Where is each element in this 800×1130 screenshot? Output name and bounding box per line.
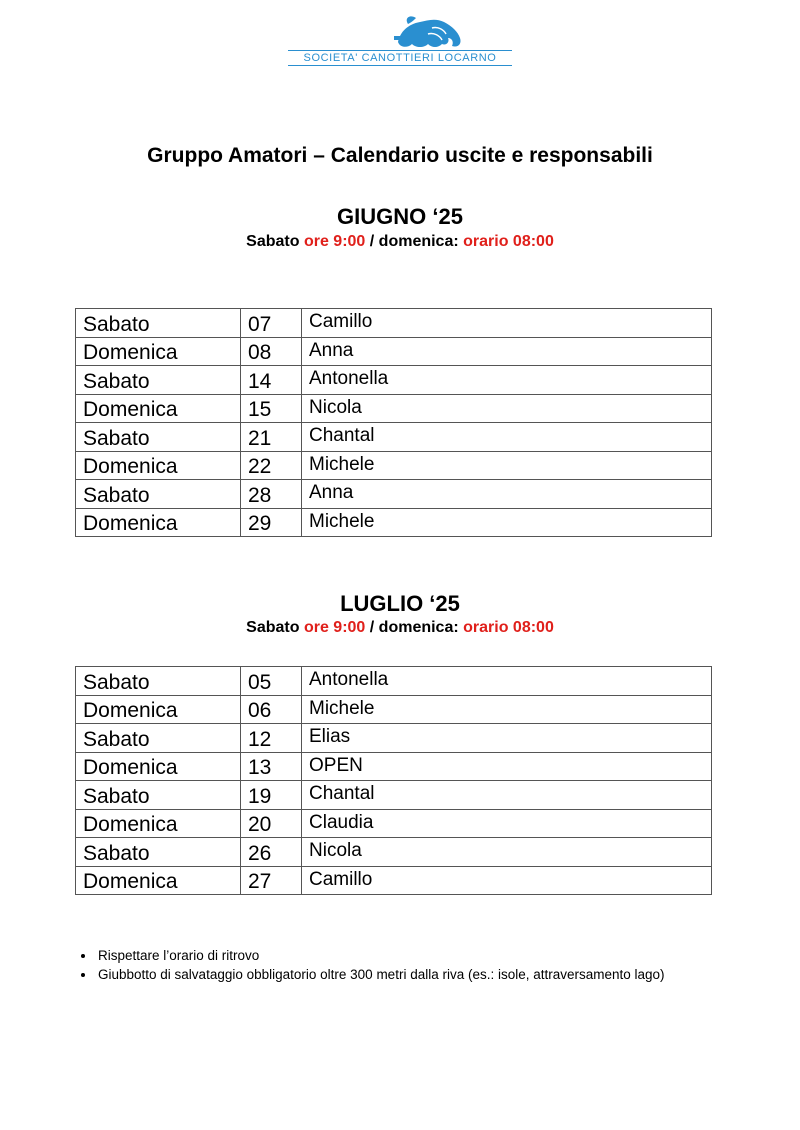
logo-rule-bottom xyxy=(288,65,512,66)
date-cell: 29 xyxy=(241,508,302,537)
month-title-june: GIUGNO ‘25 xyxy=(337,204,463,229)
responsible-cell: Elias xyxy=(302,724,712,753)
schedule-line-july xyxy=(0,619,800,637)
date-cell: 26 xyxy=(241,838,302,867)
day-cell: Domenica xyxy=(76,809,241,838)
table-row xyxy=(76,451,712,480)
saturday-time: ore 9:00 xyxy=(303,619,366,636)
day-cell: Sabato xyxy=(76,366,241,395)
responsible-cell: Anna xyxy=(302,480,712,509)
responsible-cell: Nicola xyxy=(302,394,712,423)
list-item: • Giubbotto di salvataggio obbligatorio oltre 300 metri dalla riva (es.: isole, attraversamento lago) xyxy=(96,965,665,984)
table-row xyxy=(76,667,712,696)
day-cell: Sabato xyxy=(76,480,241,509)
responsible-cell: Chantal xyxy=(302,423,712,452)
day-cell: Sabato xyxy=(76,667,241,696)
responsible-cell: Anna xyxy=(302,337,712,366)
date-cell: 22 xyxy=(241,451,302,480)
responsible-cell: Michele xyxy=(302,451,712,480)
table-row xyxy=(76,366,712,395)
table-row xyxy=(76,781,712,810)
schedule-table-june xyxy=(75,308,712,537)
day-cell: Sabato xyxy=(76,309,241,338)
date-cell: 19 xyxy=(241,781,302,810)
day-cell: Domenica xyxy=(76,337,241,366)
day-cell: Domenica xyxy=(76,508,241,537)
logo-rule-top xyxy=(288,50,512,51)
notes-list xyxy=(78,946,665,984)
day-cell: Sabato xyxy=(76,724,241,753)
day-cell: Domenica xyxy=(76,451,241,480)
responsible-cell: Nicola xyxy=(302,838,712,867)
date-cell: 14 xyxy=(241,366,302,395)
table-row xyxy=(76,394,712,423)
table-row xyxy=(76,423,712,452)
table-row xyxy=(76,309,712,338)
day-cell: Sabato xyxy=(76,781,241,810)
responsible-cell: Chantal xyxy=(302,781,712,810)
table-row xyxy=(76,752,712,781)
month-title-july: LUGLIO ‘25 xyxy=(340,591,460,616)
saturday-label: Sabato xyxy=(246,619,304,636)
date-cell: 21 xyxy=(241,423,302,452)
responsible-cell: Camillo xyxy=(302,866,712,895)
date-cell: 12 xyxy=(241,724,302,753)
table-row xyxy=(76,695,712,724)
date-cell: 20 xyxy=(241,809,302,838)
table-row xyxy=(76,480,712,509)
saturday-time: ore 9:00 xyxy=(303,233,366,250)
table-row xyxy=(76,337,712,366)
table-row xyxy=(76,866,712,895)
responsible-cell: Antonella xyxy=(302,366,712,395)
date-cell: 05 xyxy=(241,667,302,696)
responsible-cell: Claudia xyxy=(302,809,712,838)
table-row xyxy=(76,724,712,753)
lion-emblem-icon xyxy=(388,14,466,50)
table-row xyxy=(76,809,712,838)
date-cell: 07 xyxy=(241,309,302,338)
table-row xyxy=(76,508,712,537)
schedule-line-june xyxy=(0,233,800,251)
date-cell: 13 xyxy=(241,752,302,781)
schedule-table-july xyxy=(75,666,712,895)
sunday-time: orario 08:00 xyxy=(463,619,554,636)
day-cell: Sabato xyxy=(76,838,241,867)
sunday-time: orario 08:00 xyxy=(463,233,554,250)
table-row xyxy=(76,838,712,867)
logo-text: SOCIETA' CANOTTIERI LOCARNO xyxy=(303,52,497,64)
day-cell: Domenica xyxy=(76,866,241,895)
date-cell: 28 xyxy=(241,480,302,509)
sunday-label: / domenica: xyxy=(365,619,464,636)
responsible-cell: Michele xyxy=(302,508,712,537)
day-cell: Sabato xyxy=(76,423,241,452)
day-cell: Domenica xyxy=(76,695,241,724)
date-cell: 06 xyxy=(241,695,302,724)
date-cell: 15 xyxy=(241,394,302,423)
club-logo xyxy=(288,14,512,68)
document-title: Gruppo Amatori – Calendario uscite e responsabili xyxy=(147,144,653,167)
responsible-cell: OPEN xyxy=(302,752,712,781)
day-cell: Domenica xyxy=(76,752,241,781)
date-cell: 27 xyxy=(241,866,302,895)
responsible-cell: Michele xyxy=(302,695,712,724)
responsible-cell: Antonella xyxy=(302,667,712,696)
list-item: • Rispettare l’orario di ritrovo xyxy=(96,946,665,965)
responsible-cell: Camillo xyxy=(302,309,712,338)
day-cell: Domenica xyxy=(76,394,241,423)
date-cell: 08 xyxy=(241,337,302,366)
saturday-label: Sabato xyxy=(246,233,304,250)
sunday-label: / domenica: xyxy=(365,233,464,250)
